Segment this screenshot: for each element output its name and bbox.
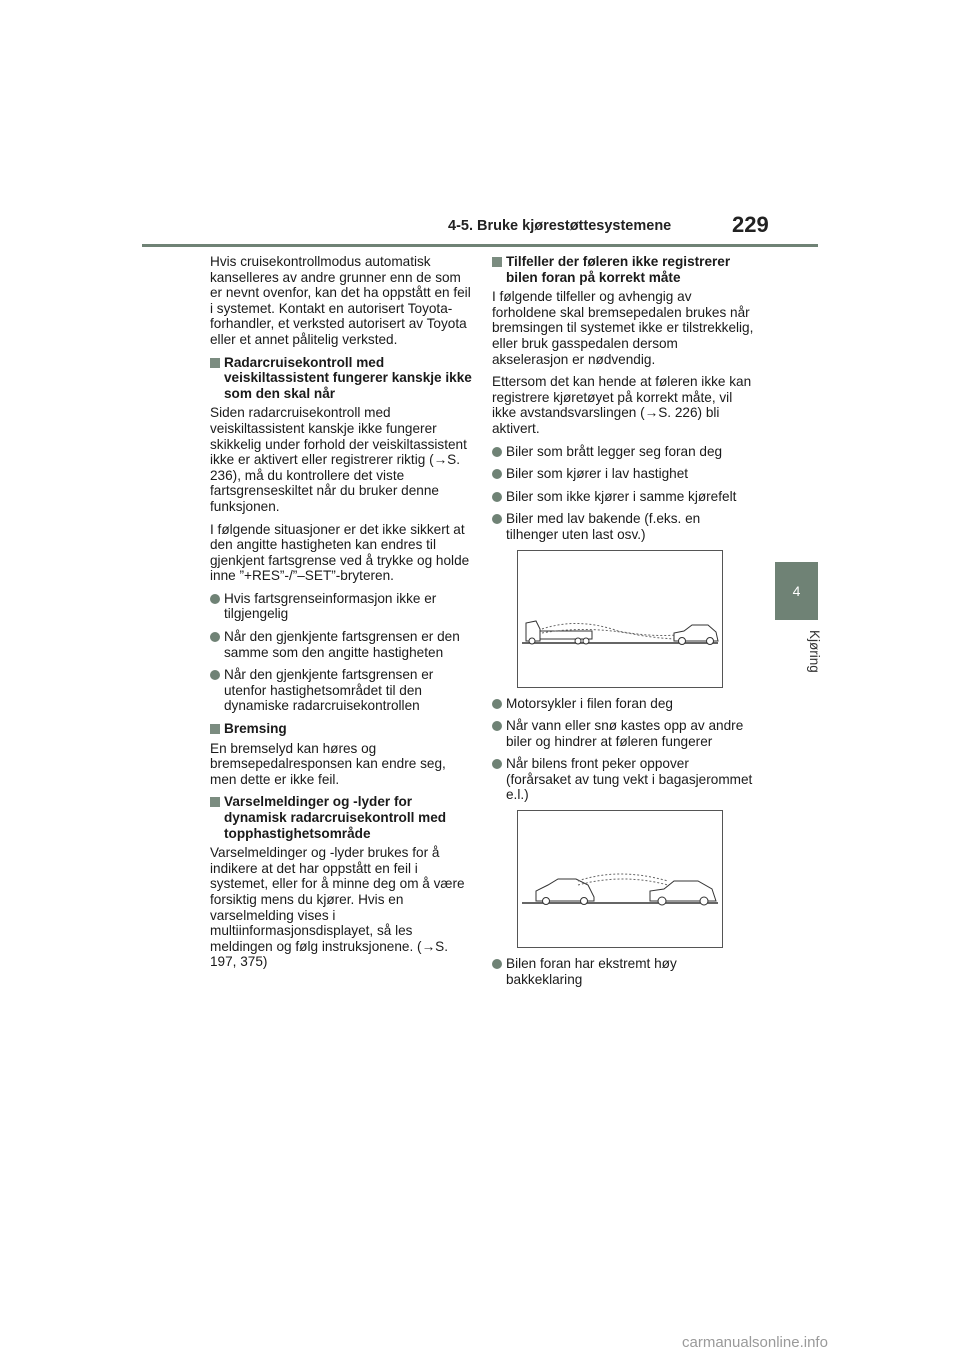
paragraph: Siden radarcruisekontroll med veiskiltassistent kanskje ikke fungerer skikkelig under forhold der veiskiltassistent ikke er aktivert eller registrerer riktig (→S. 236), må du kontrollere det viste fartsgrenseskiltet når du bruker denne funksjonen. (210, 405, 467, 514)
watermark: carmanualsonline.info (682, 1334, 828, 1351)
illustration-low-trailer (517, 550, 723, 688)
list-item: Når bilens front peker oppover (forårsaket av tung vekt i bagasjerommet e.l.) (492, 756, 754, 803)
list-item: Når den gjenkjente fartsgrensen er den samme som den angitte hastigheten (210, 629, 472, 660)
right-column (492, 254, 754, 994)
illustration-front-pointing-up (517, 810, 723, 948)
chapter-tab (775, 562, 818, 620)
section-title: 4-5. Bruke kjørestøttesystemene (448, 218, 672, 234)
list-item: Når den gjenkjente fartsgrensen er utenfor hastighetsområdet til den dynamiske radarcruisekontrollen (210, 667, 472, 714)
paragraph: I følgende tilfeller og avhengig av forholdene skal bremsepedalen brukes når bremsingen til systemet ikke er tilstrekkelig, eller bruk gasspedalen dersom akselerasjon er nødvendig. (492, 289, 754, 367)
two-cars-illustration (518, 811, 722, 947)
list-item: Biler som brått legger seg foran deg (492, 444, 754, 460)
header-divider (142, 244, 818, 247)
section-heading: Radarcruisekontroll med veiskiltassistent fungerer kanskje ikke som den skal når (210, 355, 472, 402)
list-item: Når vann eller snø kastes opp av andre biler og hindrer at føleren fungerer (492, 718, 754, 749)
list-item: Biler med lav bakende (f.eks. en tilhenger uten last osv.) (492, 511, 754, 542)
paragraph: I følgende situasjoner er det ikke sikkert at den angitte hastigheten kan endres til gjenkjent fartsgrense ved å trykke og holde inne ”+RES”-/”–SET”-bryteren. (210, 521, 470, 584)
chapter-label: Kjøring (807, 630, 822, 673)
paragraph: En bremselyd kan høres og bremsepedalresponsen kan endre seg, men dette er ikke feil. (210, 740, 446, 787)
list-item: Bilen foran har ekstremt høy bakkeklaring (492, 956, 754, 987)
paragraph: Varselmeldinger og -lyder brukes for å indikere at det har oppstått en feil i systemet, eller for å minne deg om å være forsiktig mens du kjører. Hvis en varselmelding vises i multiinformasjonsdisplayet, så les meldingen og følg instruksjonene. (→S. 197, 375) (210, 845, 465, 970)
list-item: Motorsykler i filen foran deg (492, 696, 754, 712)
intro-paragraph: Hvis cruisekontrollmodus automatisk kanselleres av andre grunner enn de som er nevnt ovenfor, kan det ha oppstått en feil i systemet. Kontakt en autorisert Toyota-forhandler, et verksted autorisert av Toyota eller et annet pålitelig verksted. (210, 254, 471, 347)
list-item: Hvis fartsgrenseinformasjon ikke er tilgjengelig (210, 591, 472, 622)
section-heading: Tilfeller der føleren ikke registrerer bilen foran på korrekt måte (492, 254, 754, 285)
truck-and-car-illustration (518, 551, 722, 687)
list-item: Biler som kjører i lav hastighet (492, 466, 754, 482)
left-column (210, 254, 472, 977)
paragraph: Ettersom det kan hende at føleren ikke kan registrere kjøretøyet på korrekt måte, vil ikke avstandsvarslingen (→S. 226) bli aktivert. (492, 374, 752, 436)
list-item: Biler som ikke kjører i samme kjørefelt (492, 489, 754, 505)
page-number: 229 (732, 212, 769, 237)
chapter-number: 4 (792, 583, 801, 599)
section-heading: Bremsing (210, 721, 472, 737)
section-heading: Varselmeldinger og -lyder for dynamisk radarcruisekontroll med topphastighetsområde (210, 794, 472, 841)
